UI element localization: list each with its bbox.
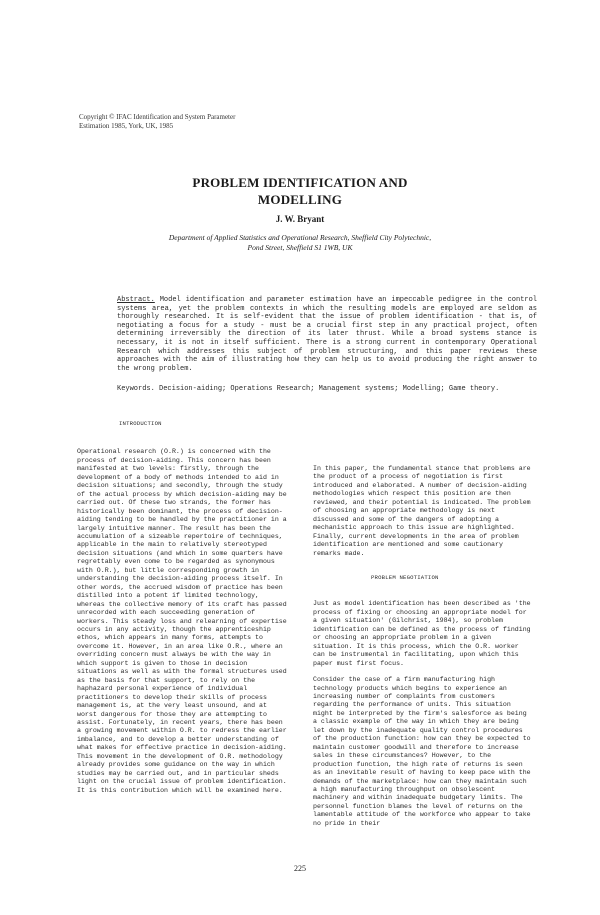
abstract-text: Model identification and parameter estimation have an impeccable pedigree in the control systems area, yet the problem contexts in which the resulting models are employed are seldom as thoroughly researched. It is self-evident that the issue of problem identification - that is, of negotiating a focus for a study - must be a crucial first step in any practical project, often determining irreversibly the direction of its later thrust. While a broad systems stance is necessary, it is not in itself sufficient. There is a strong current in contemporary Operational Research which addresses this subject of problem structuring, and this paper reviews these approaches with the aim of illustrating how they can help us to avoid producing the right answer to the wrong problem. xyxy=(117,296,537,373)
body-paragraph: Operational research (O.R.) is concerned with the process of decision-aiding. This concern has been manifested at two levels: firstly, through the development of a body of methods intended to aid in decision situations; and secondly, through the study of the actual process by which decision-aiding may be carried out. Of these two strands, the former has historically been dominant, the process of decision-aiding tending to be handled by the practitioner in a largely intuitive manner. The result has been the accumulation of a sizeable repertoire of techniques, applicable in the main to relatively stereotyped decision situations (and which in some quarters have regrettably even come to be regarded as synonymous with O.R.), but little corresponding growth in understanding the decision-aiding process itself. In other words, the accrued wisdom of practice has been distilled into a potent if limited technology, whereas the collective memory of its craft has passed unrecorded with each succeeding generation of workers. This steady loss and relearning of expertise occurs in any activity, though the apprenticeship ethos, which appears in many forms, attempts to overcome it. However, in an area like O.R., where an overriding concern must always be with the way in which support is given to those in decision situations as well as with the formal structures used as the basis for that support, to rely on the haphazard personal experience of individual practitioners to develop their skills of process management is, at the very least unsound, and at worst dangerous for those they are attempting to assist. Fortunately, in recent years, there has been a growing movement within O.R. to redress the earlier imbalance, and to develop a better understanding of what makes for effective practice in decision-aiding. This movement in the development of O.R. methodology already provides some guidance on the way in which studies may be carried out, and in particular sheds light on the crucial issue of problem identification. It is this contribution which will be examined here. xyxy=(77,448,287,794)
right-column xyxy=(313,465,533,836)
body-paragraph: Just as model identification has been described as 'the process of fixing or choosing an appropriate model for a given situation' (Gilchrist, 1984), so problem identification can be defined as the process of finding or choosing an appropriate problem in a given situation. It is this process, which the O.R. worker can be instrumental in facilitating, upon which this paper must first focus. xyxy=(313,600,531,667)
abstract xyxy=(117,296,537,373)
affiliation-line: Pond Street, Sheffield S1 1WB, UK xyxy=(247,243,353,252)
affiliation xyxy=(0,233,600,253)
author-name: J. W. Bryant xyxy=(275,214,325,224)
body-paragraph: Consider the case of a firm manufacturing high technology products which begins to experience an increasing number of complaints from customers regarding the performance of units. This situation might be interpreted by the firm's salesforce as being a classic example of the way in which they are being let down by the inadequate quality control procedures of the production function: how can they be expected to maintain customer goodwill and therefore to increase sales in these circumstances? However, to the production function, the high rate of returns is seen as an inevitable result of having to keep pace with the demands of the marketplace: how can they maintain such a high manufacturing throughput on obsolescent machinery and within inadequate budgetary limits. The personnel function blames the level of returns on the lamentable attitude of the workforce who appear to take no pride in their xyxy=(313,676,531,827)
copyright-line: Copyright © IFAC Identification and System Parameter xyxy=(79,113,236,121)
section-heading-introduction: INTRODUCTION xyxy=(119,420,162,427)
title-line: MODELLING xyxy=(257,192,343,207)
abstract-label: Abstract. xyxy=(117,296,155,304)
left-column xyxy=(77,420,287,803)
keywords-label: Keywords. xyxy=(117,385,155,393)
affiliation-line: Department of Applied Statistics and Operational Research, Sheffield City Polytechnic, xyxy=(168,233,432,242)
title-line: PROBLEM IDENTIFICATION AND xyxy=(192,175,408,190)
keywords xyxy=(117,385,537,394)
copyright-notice xyxy=(79,113,379,131)
section-heading-problem-negotiation: PROBLEM NEGOTIATION xyxy=(371,573,439,581)
page-number: 225 xyxy=(294,864,306,873)
copyright-line: Estimation 1985, York, UK, 1985 xyxy=(79,122,174,130)
paper-title xyxy=(0,174,600,208)
body-paragraph: In this paper, the fundamental stance that problems are the product of a process of negotiation is first introduced and elaborated. A number of decision-aiding methodologies which respect this position are then reviewed, and their potential is indicated. The problem of choosing an appropriate methodology is next discussed and some of the dangers of adopting a mechanistic approach to this issue are highlighted. Finally, current developments in the area of problem identification are mentioned and some cautionary remarks made. xyxy=(313,465,531,557)
keywords-text: Decision-aiding; Operations Research; Management systems; Modelling; Game theory. xyxy=(159,385,500,393)
